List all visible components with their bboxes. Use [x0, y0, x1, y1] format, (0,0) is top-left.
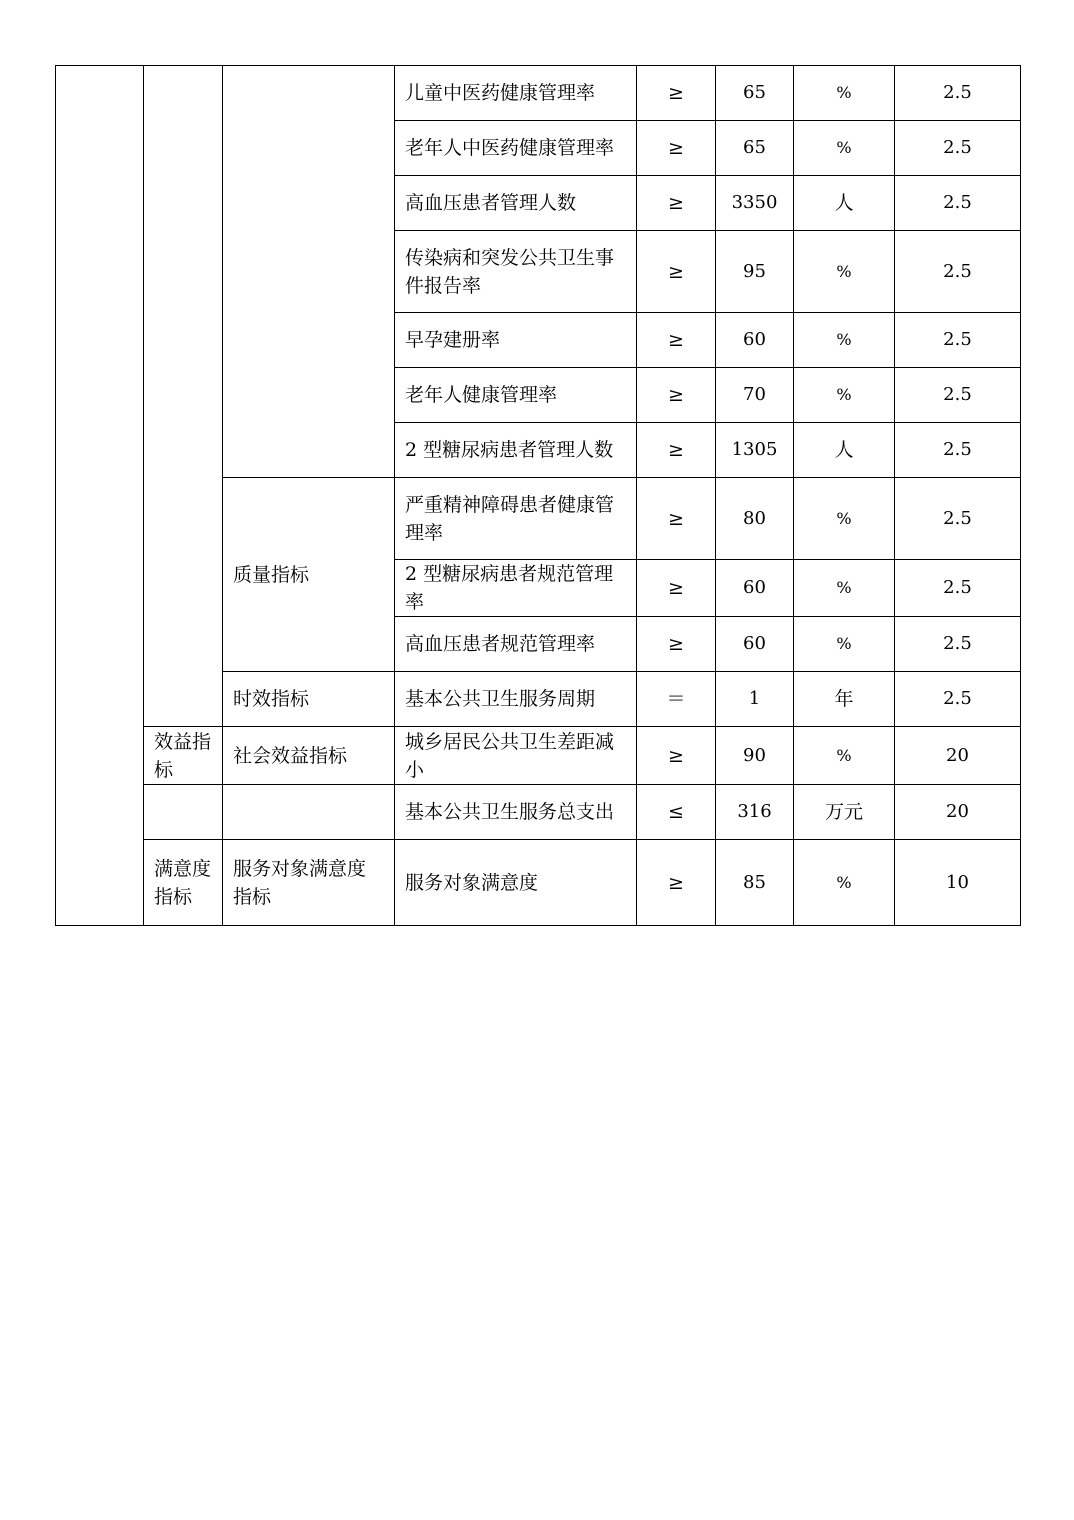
level2-indicator-cell: [144, 66, 223, 727]
unit: %: [794, 560, 895, 617]
operator: ≥: [637, 231, 716, 313]
table-row: [56, 785, 1021, 840]
weight: 2.5: [895, 368, 1021, 423]
unit: 人: [794, 423, 895, 478]
operator: ≥: [637, 176, 716, 231]
target-value: 316: [716, 785, 794, 840]
operator: ≥: [637, 423, 716, 478]
indicator-name: 严重精神障碍患者健康管理率: [395, 478, 637, 560]
empty-level3-cell: [223, 785, 395, 840]
indicator-name: 高血压患者管理人数: [395, 176, 637, 231]
indicator-name: 儿童中医药健康管理率: [395, 66, 637, 121]
operator: ≥: [637, 66, 716, 121]
target-value: 85: [716, 840, 794, 926]
target-value: 60: [716, 617, 794, 672]
operator: ≥: [637, 121, 716, 176]
table-row: [56, 727, 1021, 785]
table-row: [56, 66, 1021, 121]
indicator-name: 服务对象满意度: [395, 840, 637, 926]
operator: ≤: [637, 785, 716, 840]
indicator-name: 老年人健康管理率: [395, 368, 637, 423]
indicator-name: 2 型糖尿病患者规范管理率: [395, 560, 637, 617]
weight: 2.5: [895, 313, 1021, 368]
service-satisfaction-indicator-group: 服务对象满意度指标: [223, 840, 395, 926]
unit: %: [794, 121, 895, 176]
satisfaction-indicator-group: 满意度指标: [144, 840, 223, 926]
operator: ＝: [637, 672, 716, 727]
weight: 2.5: [895, 478, 1021, 560]
timeliness-indicator-group: 时效指标: [223, 672, 395, 727]
unit: %: [794, 368, 895, 423]
unit: 万元: [794, 785, 895, 840]
weight: 2.5: [895, 176, 1021, 231]
weight: 2.5: [895, 672, 1021, 727]
indicator-name: 传染病和突发公共卫生事件报告率: [395, 231, 637, 313]
target-value: 80: [716, 478, 794, 560]
benefit-indicator-group: 效益指标: [144, 727, 223, 785]
target-value: 70: [716, 368, 794, 423]
weight: 2.5: [895, 121, 1021, 176]
operator: ≥: [637, 560, 716, 617]
operator: ≥: [637, 368, 716, 423]
target-value: 95: [716, 231, 794, 313]
target-value: 60: [716, 313, 794, 368]
operator: ≥: [637, 313, 716, 368]
target-value: 1305: [716, 423, 794, 478]
target-value: 65: [716, 121, 794, 176]
target-value: 3350: [716, 176, 794, 231]
indicator-name: 基本公共卫生服务总支出: [395, 785, 637, 840]
weight: 2.5: [895, 617, 1021, 672]
weight: 10: [895, 840, 1021, 926]
operator: ≥: [637, 840, 716, 926]
weight: 20: [895, 785, 1021, 840]
indicator-name: 高血压患者规范管理率: [395, 617, 637, 672]
operator: ≥: [637, 727, 716, 785]
unit: %: [794, 840, 895, 926]
indicator-name: 老年人中医药健康管理率: [395, 121, 637, 176]
weight: 2.5: [895, 66, 1021, 121]
indicator-name: 早孕建册率: [395, 313, 637, 368]
target-value: 1: [716, 672, 794, 727]
empty-level2-cell: [144, 785, 223, 840]
table-row: [56, 840, 1021, 926]
target-value: 90: [716, 727, 794, 785]
weight: 2.5: [895, 423, 1021, 478]
unit: %: [794, 478, 895, 560]
quality-indicator-group: 质量指标: [223, 478, 395, 672]
unit: 人: [794, 176, 895, 231]
unit: %: [794, 231, 895, 313]
indicator-name: 基本公共卫生服务周期: [395, 672, 637, 727]
weight: 20: [895, 727, 1021, 785]
weight: 2.5: [895, 231, 1021, 313]
indicator-name: 城乡居民公共卫生差距减小: [395, 727, 637, 785]
unit: %: [794, 313, 895, 368]
target-value: 65: [716, 66, 794, 121]
performance-indicator-table: [55, 65, 1021, 926]
social-benefit-indicator-group: 社会效益指标: [223, 727, 395, 785]
indicator-name: 2 型糖尿病患者管理人数: [395, 423, 637, 478]
operator: ≥: [637, 478, 716, 560]
level1-indicator-cell: [56, 66, 144, 926]
unit: %: [794, 727, 895, 785]
unit: %: [794, 66, 895, 121]
weight: 2.5: [895, 560, 1021, 617]
unit: 年: [794, 672, 895, 727]
operator: ≥: [637, 617, 716, 672]
target-value: 60: [716, 560, 794, 617]
unit: %: [794, 617, 895, 672]
level3-indicator-cell: [223, 66, 395, 478]
